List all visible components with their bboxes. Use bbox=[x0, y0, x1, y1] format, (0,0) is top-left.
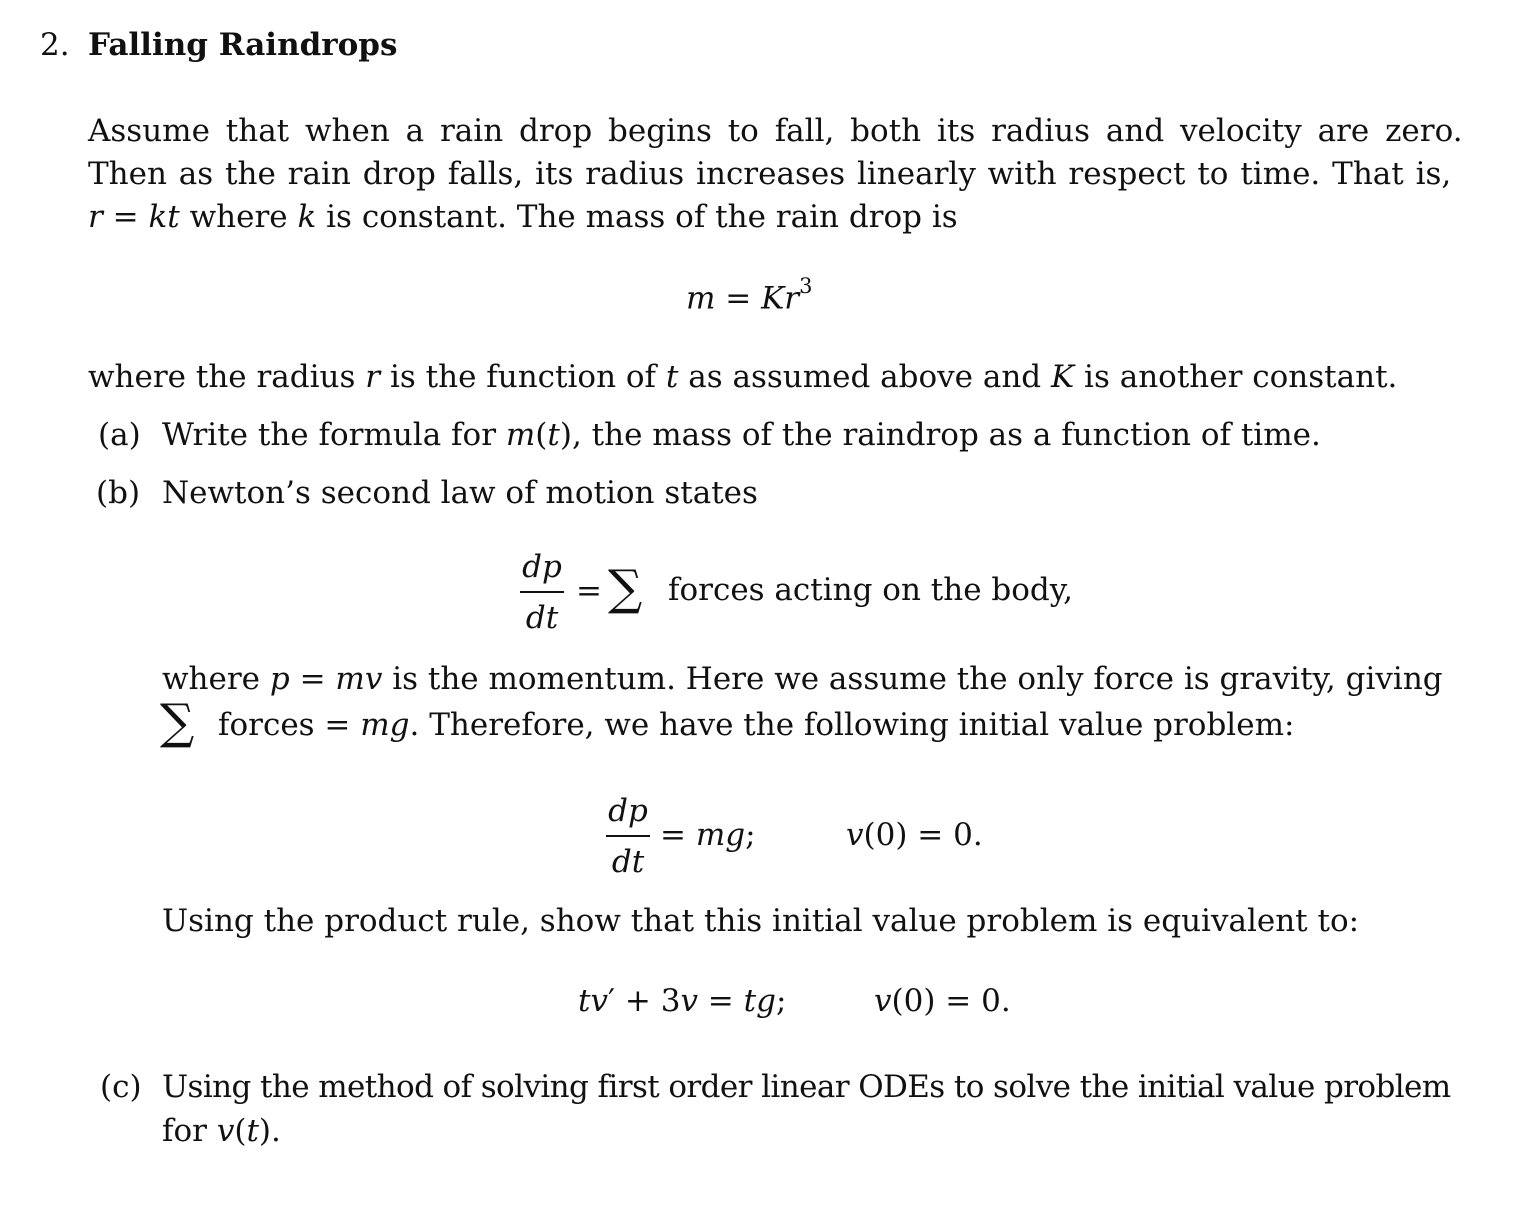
eq2-bar bbox=[606, 835, 650, 837]
part-b-label: (b) bbox=[96, 475, 141, 511]
text-constant: is constant. The mass of the rain drop is bbox=[316, 199, 958, 235]
op-eq: = bbox=[102, 199, 149, 235]
eq1-bar bbox=[520, 591, 564, 593]
eq2-ic-v: v bbox=[846, 817, 864, 853]
forces-rest: . Therefore, we have the following initial value problem: bbox=[409, 707, 1295, 743]
after-mass-e: as assumed above and bbox=[678, 359, 1052, 395]
eq2-den: dt bbox=[611, 844, 645, 880]
part-c-line-2 bbox=[162, 1113, 281, 1149]
momentum-p: p bbox=[269, 661, 290, 697]
eq2-equals: = bbox=[660, 817, 696, 853]
momentum-rest: is the momentum. Here we assume the only force is gravity, giving bbox=[382, 661, 1443, 697]
intro-line-3 bbox=[88, 199, 958, 235]
var-kt: kt bbox=[148, 199, 180, 235]
forces-mg: mg bbox=[360, 707, 410, 743]
part-a-label: (a) bbox=[98, 417, 141, 453]
eq3-ic-v: v bbox=[874, 983, 892, 1019]
equation-mass bbox=[686, 274, 813, 317]
momentum-eq: = bbox=[289, 661, 336, 697]
eq3-semicolon: ; bbox=[775, 983, 787, 1019]
eq2-rhs bbox=[660, 817, 756, 853]
part-b-text: Newton’s second law of motion states bbox=[162, 475, 758, 511]
part-a-m: m bbox=[505, 417, 536, 453]
after-mass-t: t bbox=[665, 359, 679, 395]
problem-title: Falling Raindrops bbox=[88, 27, 398, 63]
after-mass-c: is the function of bbox=[380, 359, 666, 395]
var-k: k bbox=[297, 199, 317, 235]
eq2-ic-rest: (0) = 0. bbox=[863, 817, 983, 853]
eq2-mg: mg bbox=[695, 817, 746, 853]
part-c-line-1: Using the method of solving first order linear ODEs to solve the initial value problem bbox=[162, 1069, 1451, 1105]
eq1-sigma-icon: ∑ bbox=[608, 560, 643, 616]
eq3-v: v bbox=[680, 983, 698, 1019]
eq3-tg: tg bbox=[743, 983, 776, 1019]
after-mass-g: is another constant. bbox=[1074, 359, 1398, 395]
eq3-prime-plus: ′ + 3 bbox=[607, 983, 681, 1019]
intro-line-2: Then as the rain drop falls, its radius increases linearly with respect to time. That is, bbox=[88, 156, 1452, 192]
eq2-fraction bbox=[606, 793, 650, 880]
part-c-v: v bbox=[216, 1113, 235, 1149]
part-a-t: t bbox=[547, 417, 560, 453]
problem-number: 2. bbox=[40, 27, 70, 63]
after-mass-r: r bbox=[365, 359, 381, 395]
eq-mass-rhs: Kr bbox=[761, 280, 800, 317]
eq3-ic-rest: (0) = 0. bbox=[891, 983, 1011, 1019]
part-a-paren-open: ( bbox=[535, 417, 548, 453]
momentum-a: where bbox=[162, 661, 270, 697]
eq1-fraction bbox=[520, 549, 564, 636]
eq1-den: dt bbox=[525, 600, 559, 636]
after-mass-K: K bbox=[1051, 359, 1075, 395]
intro-line-1: Assume that when a rain drop begins to fall, both its radius and velocity are zero. bbox=[88, 113, 1463, 149]
part-a-text bbox=[162, 417, 1321, 453]
eq3-tv: tv bbox=[578, 983, 608, 1019]
part-a-t1: Write the formula for bbox=[162, 417, 506, 453]
eq2-semicolon: ; bbox=[745, 817, 756, 853]
part-c-paren-close: ). bbox=[258, 1113, 281, 1149]
momentum-mv: mv bbox=[335, 661, 383, 697]
momentum-line-2 bbox=[218, 707, 1295, 743]
eq3-equals: = bbox=[697, 983, 744, 1019]
momentum-line-1 bbox=[162, 661, 1443, 697]
eq-mass-op: = bbox=[715, 280, 762, 317]
var-r: r bbox=[88, 199, 103, 235]
momentum-sigma-icon: ∑ bbox=[160, 694, 195, 750]
eq-mass-lhs: m bbox=[686, 280, 716, 317]
after-mass-line bbox=[88, 359, 1398, 395]
part-c-for: for bbox=[162, 1113, 217, 1149]
product-rule-line: Using the product rule, show that this initial value problem is equivalent to: bbox=[162, 903, 1360, 939]
eq1-num: dp bbox=[522, 549, 562, 585]
eq2-initial-condition bbox=[846, 817, 983, 853]
after-mass-a: where the radius bbox=[88, 359, 366, 395]
eq3 bbox=[578, 983, 787, 1019]
part-c-paren-open: ( bbox=[234, 1113, 247, 1149]
eq3-initial-condition bbox=[874, 983, 1011, 1019]
eq2-num: dp bbox=[608, 793, 648, 829]
part-c-t: t bbox=[246, 1113, 259, 1149]
part-c-label: (c) bbox=[100, 1069, 142, 1105]
text-where: where bbox=[179, 199, 298, 235]
eq-mass-exponent: 3 bbox=[799, 274, 813, 298]
part-a-rest: ), the mass of the raindrop as a function of time. bbox=[559, 417, 1321, 453]
eq1-equals: = bbox=[576, 573, 602, 609]
forces-eq: forces = bbox=[218, 707, 361, 743]
eq1-rhs: forces acting on the body, bbox=[668, 572, 1074, 608]
